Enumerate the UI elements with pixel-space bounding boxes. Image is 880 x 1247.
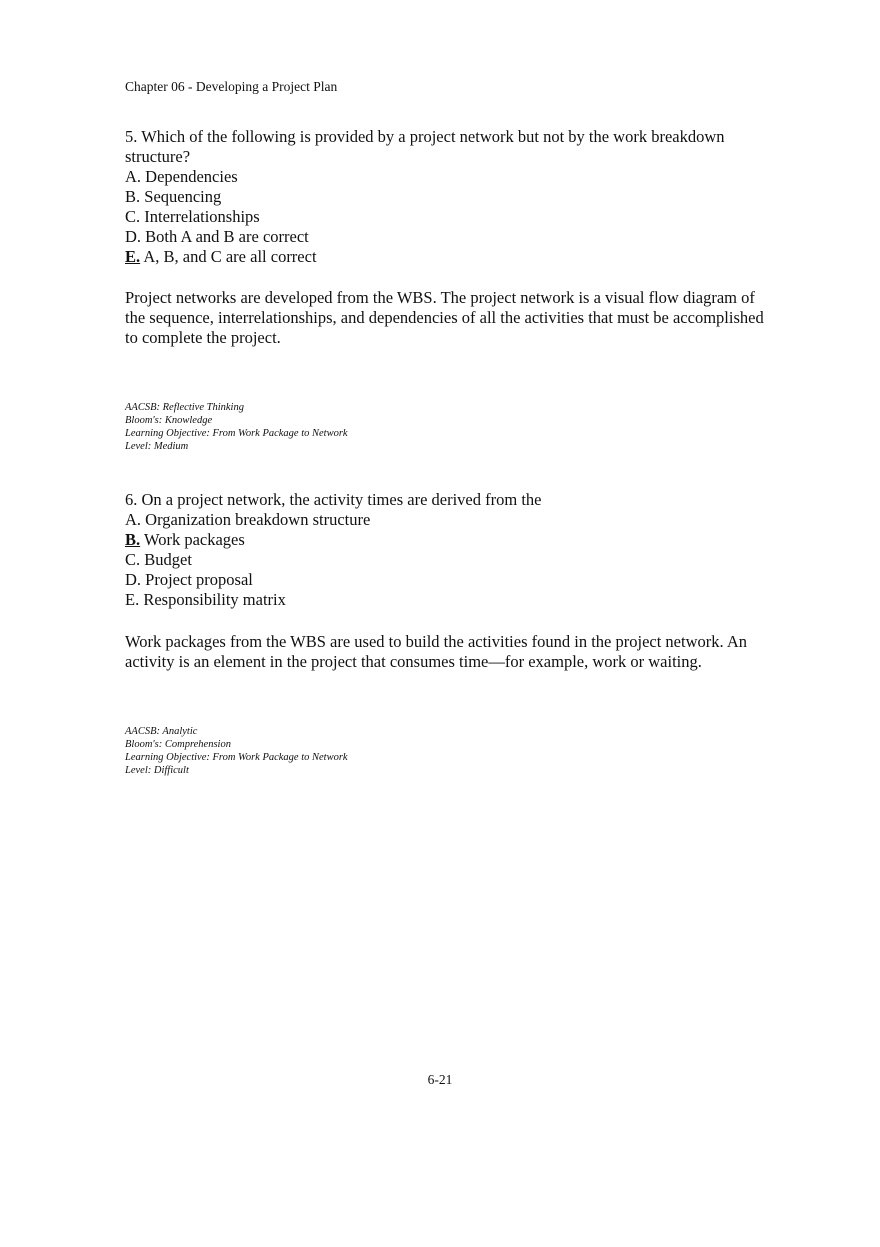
option-b <box>125 530 785 550</box>
answer-options <box>125 167 785 267</box>
explanation: Project networks are developed from the WBS. The project network is a visual flow diagram of the sequence, interrelationships, and dependencies of all the activities that must be accomplished to complete the project. <box>125 288 764 347</box>
option-a <box>125 167 785 187</box>
meta-learning-objective: Learning Objective: From Work Package to Network <box>125 752 348 763</box>
option-letter: C. <box>125 550 141 569</box>
option-letter: D. <box>125 227 142 246</box>
option-text: A, B, and C are all correct <box>143 247 317 266</box>
option-text: Work packages <box>143 530 245 549</box>
correct-option-letter: B. <box>125 530 141 549</box>
option-letter: A. <box>125 167 142 186</box>
meta-blooms: Bloom's: Knowledge <box>125 415 213 426</box>
meta-level: Level: Difficult <box>125 765 189 776</box>
option-text: Sequencing <box>144 187 222 206</box>
option-letter: D. <box>125 570 142 589</box>
meta-learning-objective: Learning Objective: From Work Package to Network <box>125 428 348 439</box>
correct-option-letter: E. <box>125 247 141 266</box>
option-d <box>125 227 785 247</box>
option-text: Both A and B are correct <box>145 227 309 246</box>
option-text: Organization breakdown structure <box>145 510 371 529</box>
question-stem: 6. On a project network, the activity times are derived from the <box>125 490 542 509</box>
option-c <box>125 550 785 570</box>
option-text: Interrelationships <box>144 207 260 226</box>
meta-aacsb: AACSB: Analytic <box>125 726 198 737</box>
option-letter: C. <box>125 207 141 226</box>
option-letter: B. <box>125 187 141 206</box>
question-5 <box>125 127 785 267</box>
option-text: Budget <box>144 550 192 569</box>
chapter-header: Chapter 06 - Developing a Project Plan <box>125 79 338 94</box>
question-metadata <box>125 725 785 777</box>
page-number: 6-21 <box>427 1072 453 1087</box>
option-letter: A. <box>125 510 142 529</box>
option-text: Project proposal <box>145 570 253 589</box>
option-c <box>125 207 785 227</box>
option-a <box>125 510 785 530</box>
meta-level: Level: Medium <box>125 441 189 452</box>
option-text: Responsibility matrix <box>143 590 286 609</box>
meta-aacsb: AACSB: Reflective Thinking <box>125 402 244 413</box>
answer-options <box>125 510 785 610</box>
meta-blooms: Bloom's: Comprehension <box>125 739 231 750</box>
option-d <box>125 570 785 590</box>
question-stem: 5. Which of the following is provided by a project network but not by the work breakdown structure? <box>125 127 725 166</box>
option-e <box>125 247 785 267</box>
option-text: Dependencies <box>145 167 238 186</box>
question-metadata <box>125 401 785 453</box>
option-e <box>125 590 785 610</box>
option-letter: E. <box>125 590 140 609</box>
question-6 <box>125 490 785 610</box>
option-b <box>125 187 785 207</box>
explanation: Work packages from the WBS are used to build the activities found in the project network. An activity is an element in the project that consumes time—for example, work or waiting. <box>125 632 748 671</box>
